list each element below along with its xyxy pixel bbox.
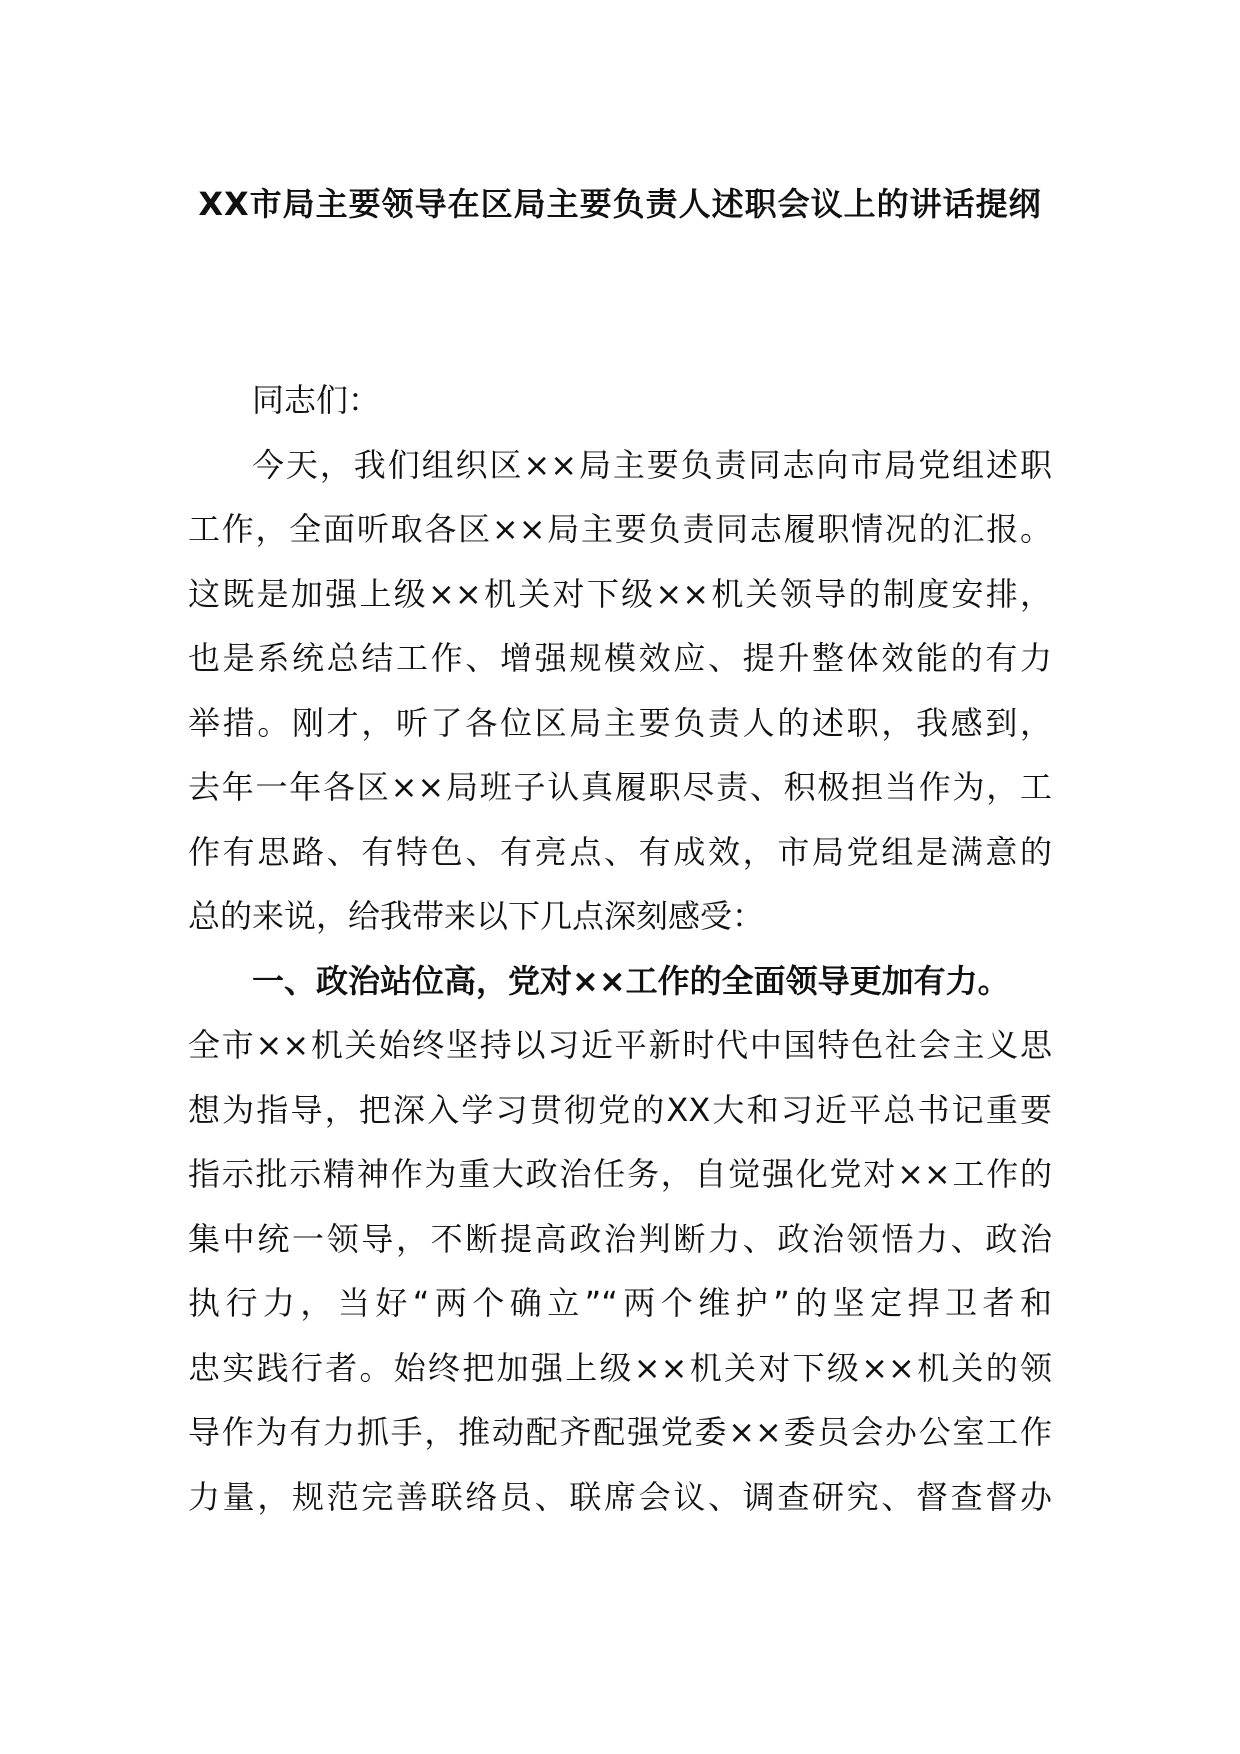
paragraph-line: 执行力，当好“两个确立”“两个维护”的坚定捍卫者和 (188, 1284, 1052, 1322)
paragraph-line: 想为指导，把深入学习贯彻党的XX大和习近平总书记重要 (188, 1090, 1052, 1129)
paragraph-line: 力量，规范完善联络员、联席会议、调查研究、督查督办 (188, 1477, 1052, 1516)
paragraph-line: 也是系统总结工作、增强规模效应、提升整体效能的有力 (188, 639, 1052, 677)
paragraph-line: 忠实践行者。始终把加强上级××机关对下级××机关的领 (188, 1348, 1052, 1387)
paragraph-line: 今天，我们组织区××局主要负责同志向市局党组述职 (252, 445, 1052, 484)
paragraph-line: 作有思路、有特色、有亮点、有成效，市局党组是满意的 (188, 832, 1052, 871)
paragraph-line: 总的来说，给我带来以下几点深刻感受： (188, 897, 765, 935)
paragraph-line: 这既是加强上级××机关对下级××机关领导的制度安排， (188, 574, 1052, 613)
document-body (188, 368, 1052, 1529)
paragraph-line: 集中统一领导，不断提高政治判断力、政治领悟力、政治 (188, 1219, 1052, 1258)
paragraph-line: 导作为有力抓手，推动配齐配强党委××委员会办公室工作 (188, 1413, 1052, 1451)
paragraph-line: 举措。刚才，听了各位区局主要负责人的述职，我感到， (188, 703, 1052, 742)
document-title: XX市局主要领导在区局主要负责人述职会议上的讲话提纲 (198, 185, 1042, 223)
section-heading: 一、政治站位高，党对××工作的全面领导更加有力。 (252, 961, 1010, 1000)
paragraph-line: 工作，全面听取各区××局主要负责同志履职情况的汇报。 (188, 510, 1052, 548)
paragraph-line: 指示批示精神作为重大政治任务，自觉强化党对××工作的 (188, 1155, 1052, 1193)
greeting: 同志们： (252, 381, 381, 419)
paragraph-line: 去年一年各区××局班子认真履职尽责、积极担当作为，工 (188, 768, 1052, 806)
paragraph-line: 全市××机关始终坚持以习近平新时代中国特色社会主义思 (188, 1026, 1052, 1064)
